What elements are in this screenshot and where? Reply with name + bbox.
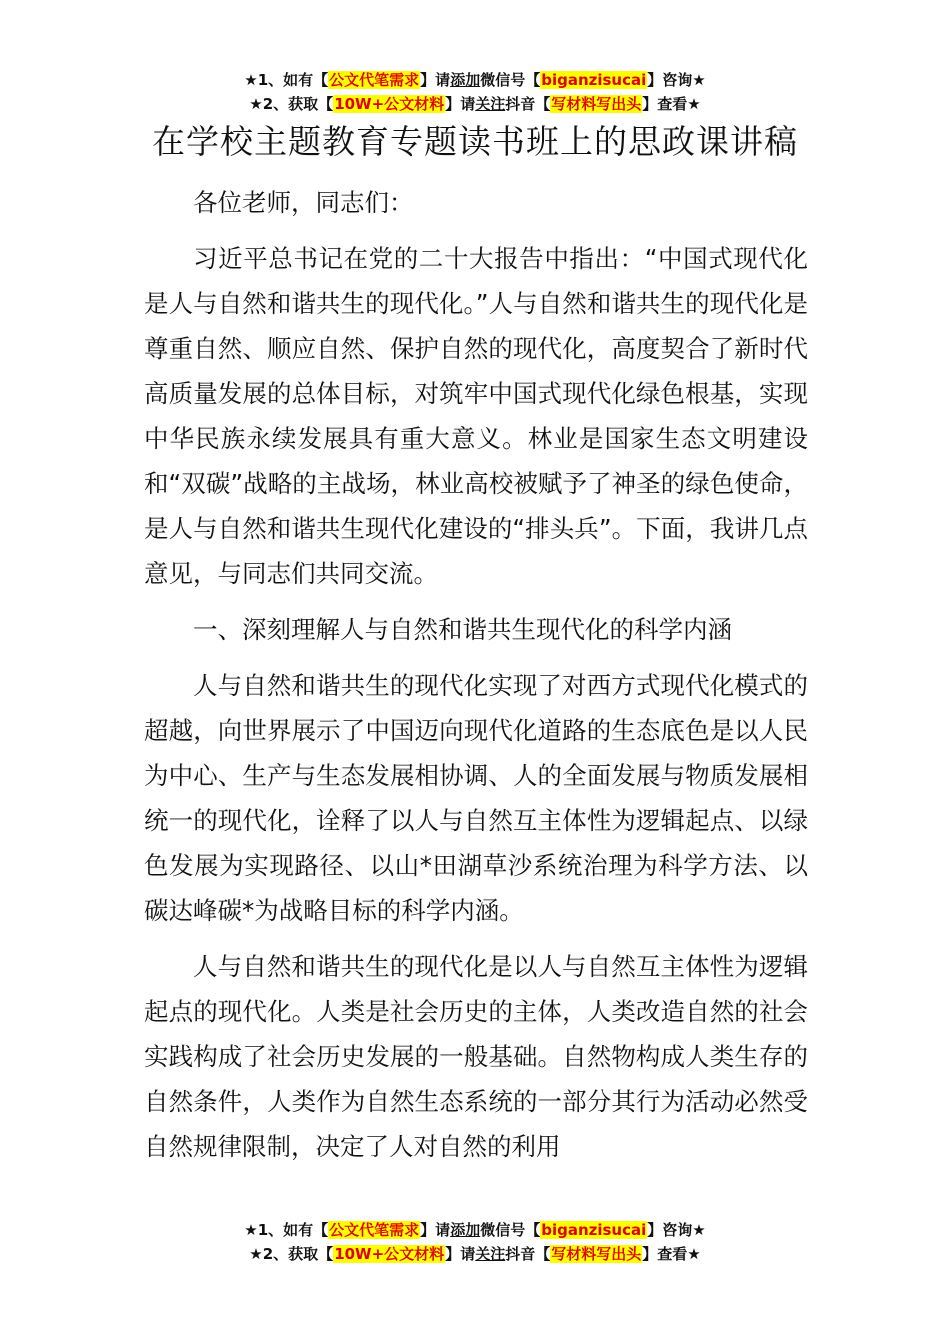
banner-highlight: biganzisucai (541, 71, 647, 89)
salutation: 各位老师，同志们： (193, 188, 414, 217)
star-icon: ★ (244, 1221, 258, 1239)
document-title: 在学校主题教育专题读书班上的思政课讲稿 (152, 122, 798, 161)
document-body (144, 180, 808, 1180)
banner-highlight: 10W+公文材料 (334, 1245, 445, 1263)
banner-line-1: ★1、如有【公文代笔需求】请添加微信号【biganzisucai】咨询★ (244, 1221, 706, 1239)
banner-line-2: ★2、获取【10W+公文材料】请关注抖音【写材料写出头】查看★ (249, 95, 701, 113)
star-icon: ★ (249, 1245, 263, 1263)
banner-line-1: ★1、如有【公文代笔需求】请添加微信号【biganzisucai】咨询★ (244, 71, 706, 89)
star-icon: ★ (249, 95, 263, 113)
banner-line-2: ★2、获取【10W+公文材料】请关注抖音【写材料写出头】查看★ (249, 1245, 701, 1263)
section-heading: 一、深刻理解人与自然和谐共生现代化的科学内涵 (193, 615, 732, 644)
header-banner (0, 68, 950, 116)
banner-highlight: 公文代笔需求 (329, 1221, 420, 1239)
banner-highlight: 写材料写出头 (551, 95, 642, 113)
footer-banner (0, 1218, 950, 1266)
paragraph: 人与自然和谐共生的现代化是以人与自然互主体性为逻辑起点的现代化。人类是社会历史的主体，人类改造自然的社会实践构成了社会历史发展的一般基础。自然物构成人类生存的自然条件，人类作为自然生态系统的一部分其行为活动必然受自然规律限制，决定了人对自然的利用 (144, 952, 808, 1161)
banner-highlight: biganzisucai (541, 1221, 647, 1239)
banner-highlight: 写材料写出头 (551, 1245, 642, 1263)
paragraph: 习近平总书记在党的二十大报告中指出：“中国式现代化是人与自然和谐共生的现代化。”人与自然和谐共生的现代化是尊重自然、顺应自然、保护自然的现代化，高度契合了新时代高质量发展的总体目标，对筑牢中国式现代化绿色根基，实现中华民族永续发展具有重大意义。林业是国家生态文明建设和“双碳”战略的主战场，林业高校被赋予了神圣的绿色使命，是人与自然和谐共生现代化建设的“排头兵”。下面，我讲几点意见，与同志们共同交流。 (144, 244, 808, 588)
banner-highlight: 公文代笔需求 (329, 71, 420, 89)
paragraph: 人与自然和谐共生的现代化实现了对西方式现代化模式的超越，向世界展示了中国迈向现代化道路的生态底色是以人民为中心、生产与生态发展相协调、人的全面发展与物质发展相统一的现代化，诠释了以人与自然互主体性为逻辑起点、以绿色发展为实现路径、以山*田湖草沙系统治理为科学方法、以碳达峰碳*为战略目标的科学内涵。 (144, 671, 808, 925)
star-icon: ★ (244, 71, 258, 89)
banner-highlight: 10W+公文材料 (334, 95, 445, 113)
